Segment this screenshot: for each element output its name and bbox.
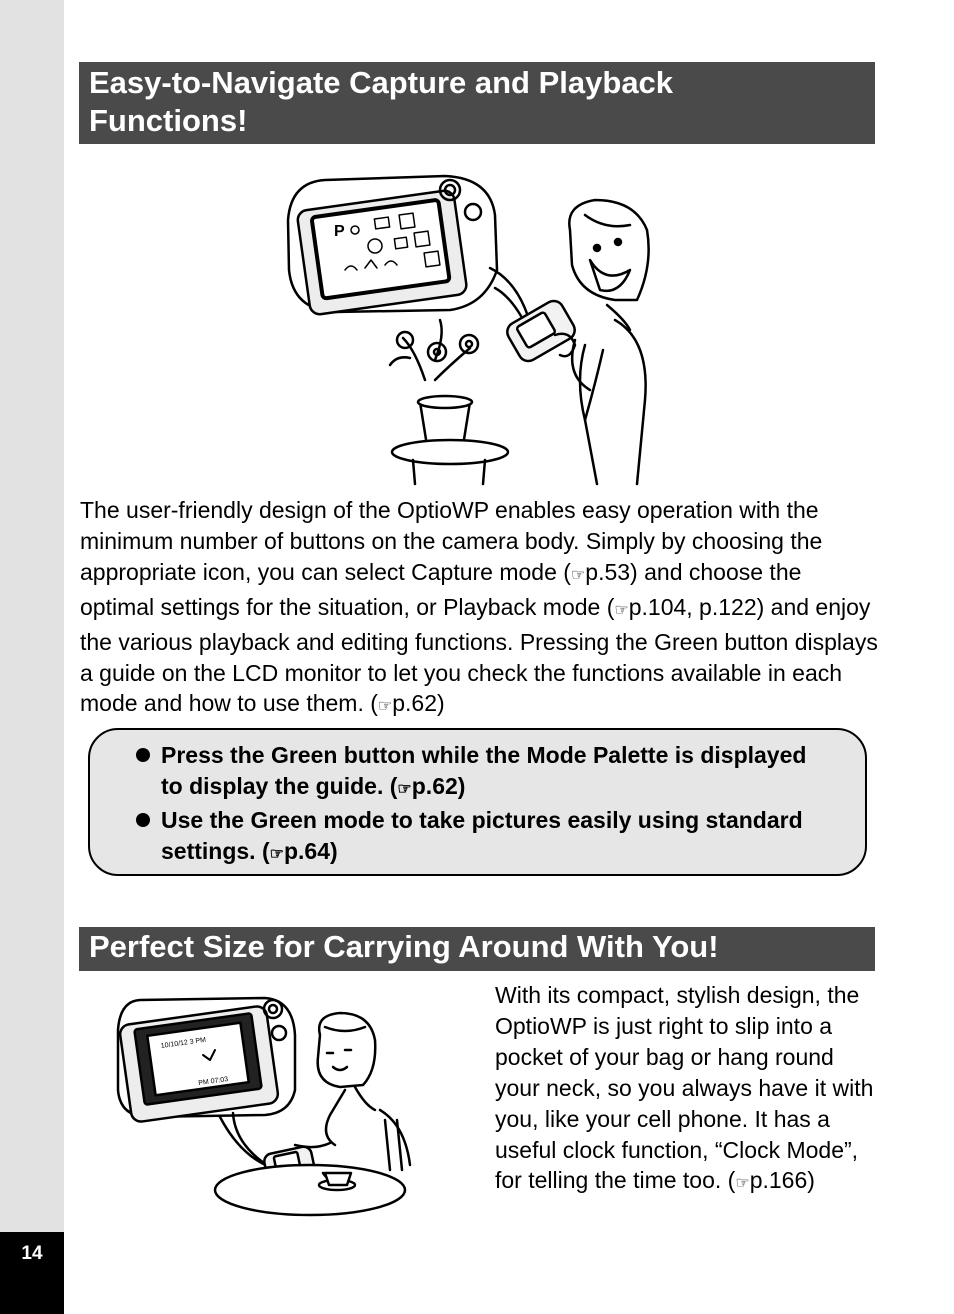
tip-item [134, 740, 834, 805]
reference-icon: ☞ [269, 846, 284, 864]
bullet-icon [136, 748, 150, 762]
clock-screen-top-text: 10/10/12 3 PM [160, 1036, 207, 1051]
reference-icon: ☞ [614, 601, 629, 619]
reference-icon: ☞ [570, 566, 586, 584]
tip-list [134, 740, 834, 871]
page-number: 14 [21, 1243, 43, 1264]
reference-icon: ☞ [397, 780, 412, 798]
para1-text-2: p.53) and choose the optimal settings for the situation, or Playback mode ( [80, 558, 802, 620]
mode-p-icon [330, 220, 350, 240]
camera-mode-palette-illustration [285, 170, 685, 488]
tip-box [88, 728, 867, 876]
page-side-strip [0, 0, 64, 1314]
heading-line-1: Easy-to-Navigate Capture and Playback [89, 65, 674, 100]
section-heading-capture-playback [79, 62, 875, 144]
tip-item [134, 805, 834, 870]
tip-text: Use the Green mode to take pictures easily using standard settings. ( [161, 807, 803, 865]
para1-text-1: The user-friendly design of the OptioWP enables easy operation with the minimum number of buttons on the camera body. Simply by choosing the appropriate icon, you can select Capture mode ( [80, 497, 823, 585]
clock-screen-bottom-text: PM 07:03 [197, 1076, 229, 1088]
para1-text-3: p.104, p.122) and enjoy the various playback and editing functions. Pressing the Green button displays a guide on the LCD monitor to let you check the functions available in each mode and how to use them. ( [80, 593, 878, 717]
svg-text:P: P [334, 223, 345, 240]
tip-ref-text: p.62) [411, 772, 466, 799]
para2-text-2: p.166) [749, 1167, 815, 1194]
section-heading-perfect-size: Perfect Size for Carrying Around With You! [79, 927, 875, 971]
para2-text-1: With its compact, stylish design, the OptioWP is just right to slip into a pocket of your bag or hang round your neck, so you always have it with you, like your cell phone. It has a useful clock function, “Clock Mode”, for telling the time too. ( [495, 982, 874, 1194]
bullet-icon [136, 813, 150, 827]
heading-line-2: Functions! [89, 103, 248, 138]
reference-icon: ☞ [377, 698, 393, 716]
clock-mode-illustration [115, 995, 420, 1220]
intro-paragraph [80, 495, 880, 723]
tip-ref-text: p.64) [283, 838, 338, 865]
reference-icon: ☞ [735, 1175, 750, 1193]
portable-paragraph [495, 980, 880, 1200]
tip-text: Press the Green button while the Mode Palette is displayed to display the guide. ( [161, 742, 807, 799]
para1-text-4: p.62) [392, 690, 445, 717]
